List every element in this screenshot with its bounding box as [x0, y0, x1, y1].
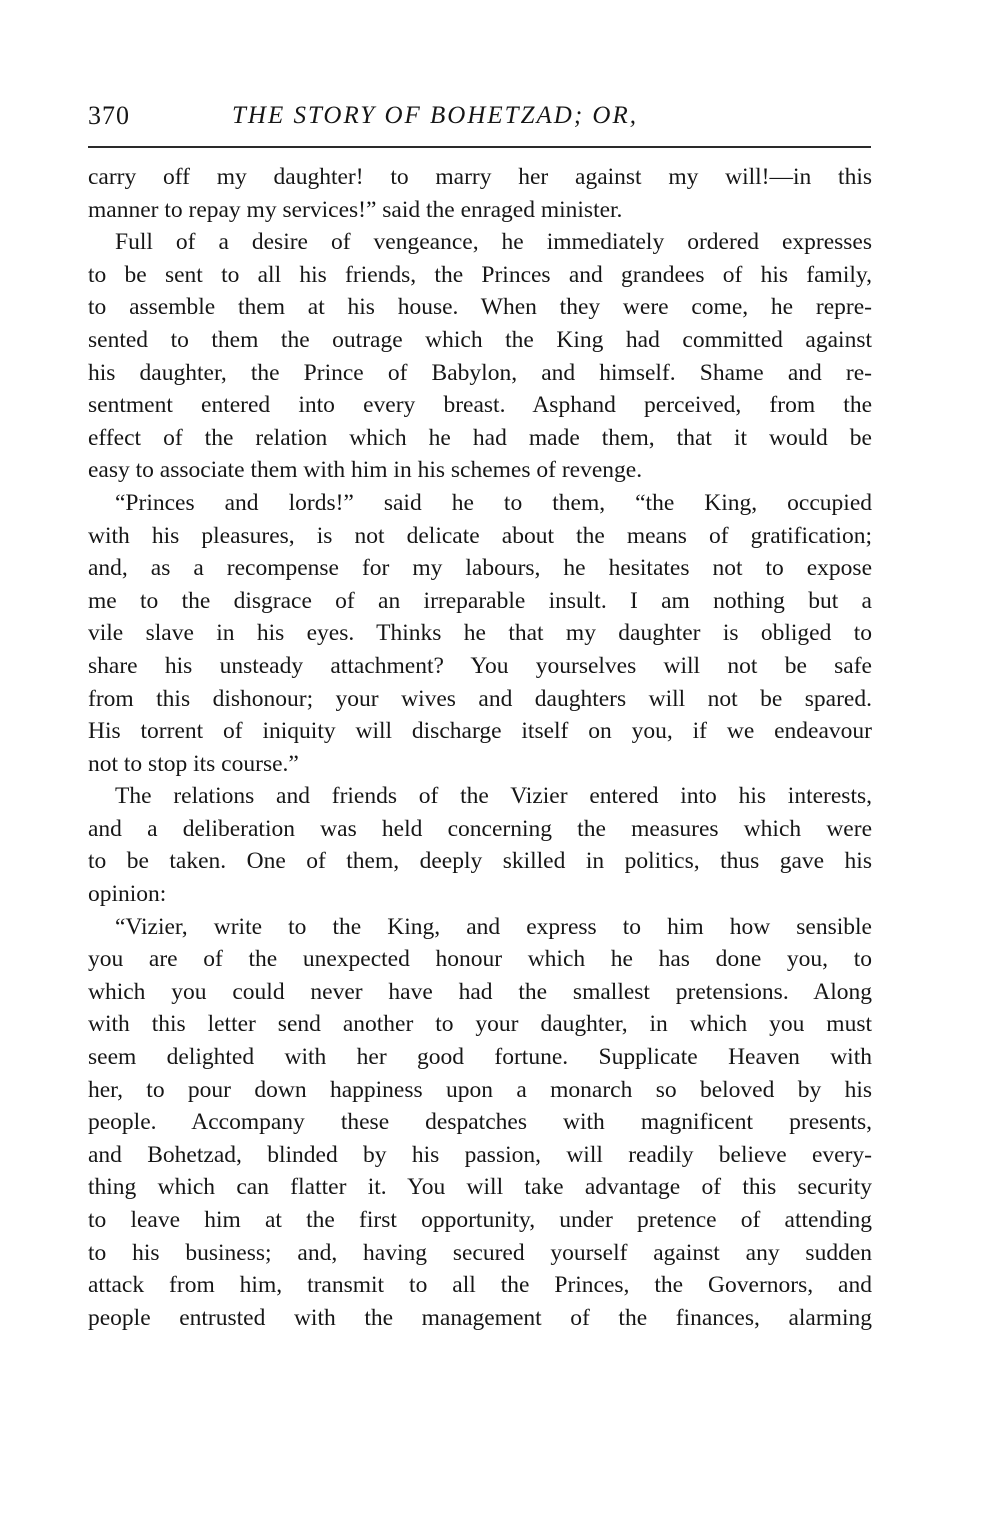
- text-line: seem delighted with her good fortune. Supplicate Heaven with: [88, 1044, 872, 1071]
- header-rule: [88, 146, 871, 148]
- text-line: “Princes and lords!” said he to them, “the King, occupied: [115, 489, 872, 516]
- text-line: attack from him, transmit to all the Princes, the Governors, and: [88, 1272, 872, 1299]
- text-line: people. Accompany these despatches with magnificent presents,: [88, 1109, 872, 1136]
- text-line: with this letter send another to your daughter, in which you must: [88, 1011, 872, 1038]
- text-line: which you could never have had the smallest pretensions. Along: [88, 978, 872, 1005]
- text-line: with his pleasures, is not delicate about the means of gratification;: [88, 522, 872, 549]
- text-line: sentment entered into every breast. Asphand perceived, from the: [88, 392, 872, 419]
- text-line: easy to associate them with him in his schemes of revenge.: [88, 457, 643, 484]
- text-line: and a deliberation was held concerning the measures which were: [88, 815, 872, 842]
- text-line: share his unsteady attachment? You yourselves will not be safe: [88, 652, 872, 679]
- text-line: manner to repay my services!” said the enraged minister.: [88, 196, 623, 223]
- text-line: to be sent to all his friends, the Princes and grandees of his family,: [88, 261, 872, 288]
- text-line: to his business; and, having secured yourself against any sudden: [88, 1239, 872, 1266]
- text-line: vile slave in his eyes. Thinks he that my daughter is obliged to: [88, 620, 872, 647]
- text-line: sented to them the outrage which the King had committed against: [88, 326, 872, 353]
- text-line: people entrusted with the management of the finances, alarming: [88, 1304, 872, 1331]
- text-line: to assemble them at his house. When they were come, he repre-: [88, 294, 872, 321]
- text-line: not to stop its course.”: [88, 750, 299, 777]
- text-line: effect of the relation which he had made them, that it would be: [88, 424, 872, 451]
- text-line: opinion:: [88, 881, 167, 908]
- text-line: you are of the unexpected honour which he has done you, to: [88, 946, 872, 973]
- text-line: “Vizier, write to the King, and express to him how sensible: [115, 913, 872, 940]
- text-line: and Bohetzad, blinded by his passion, will readily believe every-: [88, 1141, 872, 1168]
- body-text: [88, 161, 872, 1334]
- text-line: me to the disgrace of an irreparable insult. I am nothing but a: [88, 587, 872, 614]
- page-number: 370: [88, 101, 130, 130]
- text-line: carry off my daughter! to marry her against my will!—in this: [88, 164, 872, 190]
- text-line: to leave him at the first opportunity, under pretence of attending: [88, 1207, 872, 1233]
- text-line: thing which can flatter it. You will take advantage of this security: [88, 1174, 872, 1201]
- text-line: from this dishonour; your wives and daughters will not be spared.: [88, 685, 872, 712]
- text-line: Full of a desire of vengeance, he immediately ordered expresses: [115, 229, 872, 256]
- text-line: The relations and friends of the Vizier entered into his interests,: [115, 783, 872, 810]
- text-line: and, as a recompense for my labours, he hesitates not to expose: [88, 555, 872, 582]
- text-line: her, to pour down happiness upon a monarch so beloved by his: [88, 1076, 872, 1103]
- page-header: [88, 96, 872, 136]
- text-line: His torrent of iniquity will discharge itself on you, if we endeavour: [88, 718, 872, 745]
- text-line: his daughter, the Prince of Babylon, and himself. Shame and re-: [88, 359, 872, 386]
- text-line: to be taken. One of them, deeply skilled in politics, thus gave his: [88, 848, 872, 875]
- running-head: THE STORY OF BOHETZAD; OR,: [232, 102, 638, 129]
